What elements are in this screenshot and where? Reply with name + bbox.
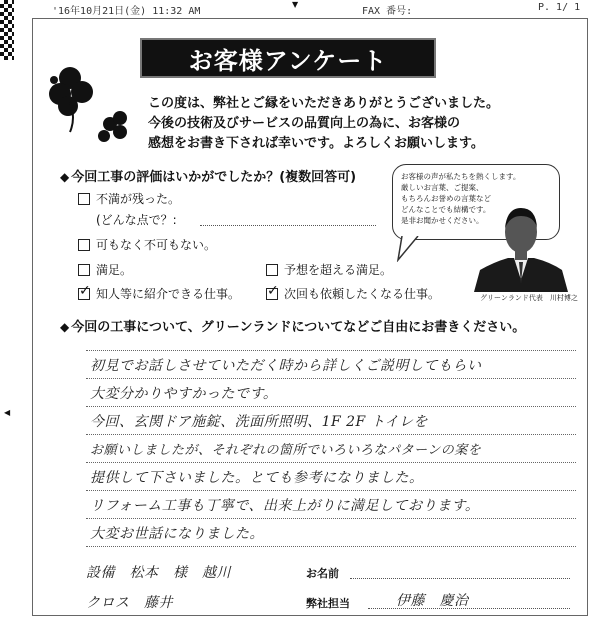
ruled-line [86,378,576,379]
which-point-prompt [96,211,177,228]
option-exceeded[interactable] [266,261,392,278]
ruled-line [86,406,576,407]
comment-line: 提供して下さいました。とても参考になりました。 [90,470,424,486]
question-1-text: 今回工事の評価はいかがでしたか？(複数回答可) [71,170,357,185]
checkbox[interactable] [78,264,90,276]
question-2 [60,316,525,335]
option-label: 予想を超える満足。 [284,263,393,277]
bubble-line: お客様の声が私たちを熱くします。 [401,172,521,181]
name-label: お名前 [306,567,339,580]
diamond-bullet-icon: ◆ [60,170,70,184]
comment-line: 初見でお話しさせていただく時から詳しくご説明してもらい [90,358,482,374]
intro-line: この度は、弊社とご縁をいただきありがとうございました。 [148,96,500,111]
diamond-bullet-icon: ◆ [60,320,70,334]
comment-line: リフォーム工事も丁寧で、出来上がりに満足しております。 [90,498,480,514]
checkbox[interactable] [78,239,90,251]
option-label: 次回も依頼したくなる仕事。 [284,287,441,301]
customer-name-line2: クロス 藤井 [86,595,173,611]
checkbox-checked[interactable] [78,288,90,300]
clover-icon [40,62,140,152]
bubble-line: 是非お聞かせください。 [401,216,484,225]
representative-photo [474,200,568,292]
checkbox[interactable] [266,264,278,276]
ruled-line [86,434,576,435]
comment-line: 大変お世話になりました。 [90,526,264,542]
option-label: 知人等に紹介できる仕事。 [96,287,241,301]
checkbox[interactable] [78,193,90,205]
question-2-text: 今回の工事について、グリーンランドについてなどご自由にお書きください。 [71,320,526,335]
ruled-line [86,518,576,519]
side-marker-icon: ◀ [4,408,11,417]
checkbox-checked[interactable] [266,288,278,300]
question-1 [60,166,356,185]
fax-page-number: P. 1/ 1 [538,2,581,13]
customer-name-line1: 設備 松本 様 越川 [86,565,231,581]
option-satisfied[interactable] [78,261,132,278]
option-dissatisfied[interactable] [78,190,180,207]
intro-text [148,94,568,154]
fax-edge-pattern [0,0,14,60]
option-label: 不満が残った。 [96,192,181,206]
ruled-line [86,490,576,491]
ruled-line [86,546,576,547]
bubble-line: どんなことでも結構です。 [401,205,491,214]
option-label: 可もなく不可もない。 [96,238,217,252]
option-label: 満足。 [96,263,133,277]
fax-number-label: FAX 番号: [362,6,413,17]
bubble-line: 厳しいお言葉、ご提案、 [401,183,484,192]
representative-caption: グリーンランド代表 川村博之 [480,294,578,302]
top-marker-icon: ▼ [292,0,299,9]
intro-line: 今後の技術及びサービスの品質向上の為に、お客様の [148,116,461,131]
staff-name: 伊藤 慶治 [396,593,469,609]
staff-label: 弊社担当 [306,597,350,610]
option-request-again[interactable] [266,285,440,302]
survey-title: お客様アンケート [140,38,436,78]
name-field-line[interactable] [350,578,570,579]
option-neutral[interactable] [78,236,216,253]
intro-line: 感想をお書き下されば幸いです。よろしくお願いします。 [148,136,484,151]
which-point-line[interactable] [200,225,376,226]
staff-field-line [368,608,570,609]
ruled-line [86,462,576,463]
ruled-line [86,350,576,351]
bubble-tail-icon [396,236,426,262]
which-point-label: (どんな点で？: [96,213,177,227]
bubble-line: もちろんお誉めの言葉など [401,194,491,203]
option-recommend[interactable] [78,285,240,302]
comment-line: 今回、玄関ドア施錠、洗面所照明、1F 2F トイレを [90,414,429,430]
comment-line: お願いしましたが、それぞれの箇所でいろいろなパターンの案を [90,443,482,458]
comment-line: 大変分かりやすかったです。 [90,386,278,402]
fax-date-time: '16年10月21日(金) 11:32 AM [52,6,201,17]
